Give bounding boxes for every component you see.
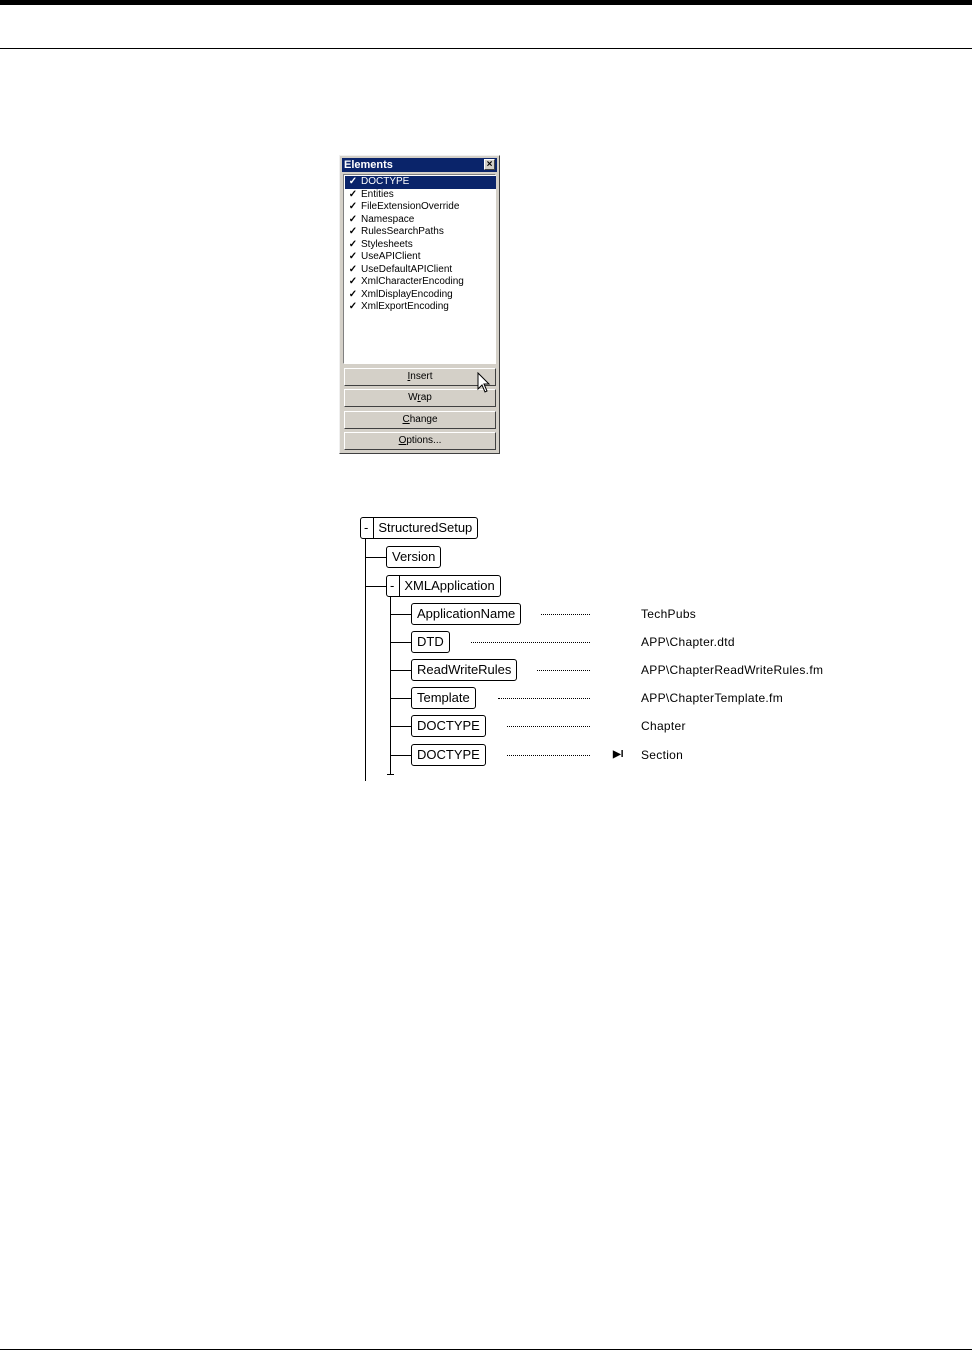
list-item-label: Entities: [361, 188, 394, 200]
list-item-label: XmlCharacterEncoding: [361, 276, 464, 287]
leader-dots: [498, 698, 590, 699]
tree-node-applicationname[interactable]: [411, 603, 521, 625]
change-button[interactable]: [344, 411, 496, 429]
options-mnemonic: O: [398, 435, 407, 446]
list-item[interactable]: [345, 301, 496, 314]
checkmark-icon: ✓: [348, 301, 358, 312]
wrap-button[interactable]: [344, 389, 496, 407]
element-list[interactable]: [343, 174, 496, 364]
insertion-point-icon: ▶I: [613, 749, 624, 760]
tree-connector: [390, 698, 412, 699]
list-item[interactable]: [345, 276, 496, 289]
checkmark-icon: ✓: [348, 188, 358, 200]
tree-connector: [365, 539, 366, 781]
tree-connector: [390, 670, 412, 671]
tree-connector: [390, 726, 412, 727]
tree-node-structuredsetup[interactable]: [360, 517, 478, 539]
list-item[interactable]: [345, 226, 496, 239]
leader-dots: [541, 614, 590, 615]
list-item[interactable]: [345, 289, 496, 302]
list-item[interactable]: [345, 251, 496, 264]
elements-palette: [339, 155, 500, 454]
checkmark-icon: ✓: [348, 276, 358, 287]
tree-node-doctype[interactable]: [411, 715, 486, 737]
palette-title-bar[interactable]: [342, 158, 497, 172]
list-item-label: Stylesheets: [361, 238, 413, 250]
header-rule-thin: [0, 48, 972, 49]
leader-dots: [507, 755, 590, 756]
tree-node-dtd[interactable]: [411, 631, 450, 653]
checkmark-icon: ✓: [348, 213, 358, 225]
list-item-label: Namespace: [361, 213, 415, 225]
options-label: ptions...: [406, 435, 442, 446]
tree-node-doctype[interactable]: [411, 744, 486, 766]
list-item-label: XmlExportEncoding: [361, 301, 449, 312]
tree-connector: [365, 557, 387, 558]
insert-button[interactable]: [344, 368, 496, 386]
options-button[interactable]: [344, 432, 496, 450]
change-label: hange: [409, 414, 438, 425]
tree-node-readwriterules[interactable]: [411, 659, 517, 681]
header-rule-thick: [0, 0, 972, 5]
insert-mnemonic: I: [407, 371, 411, 382]
checkmark-icon: ✓: [348, 238, 358, 250]
node-label: ApplicationName: [417, 606, 516, 621]
list-item[interactable]: [345, 176, 496, 189]
leader-dots: [537, 670, 590, 671]
checkmark-icon: ✓: [348, 288, 358, 300]
checkmark-icon: ✓: [348, 251, 358, 262]
checkmark-icon: ✓: [348, 201, 358, 212]
tree-node-template[interactable]: [411, 687, 476, 709]
palette-title: Elements: [344, 159, 393, 171]
collapse-toggle[interactable]: -: [390, 576, 400, 596]
list-item-label: RulesSearchPaths: [361, 226, 444, 237]
list-item[interactable]: [345, 214, 496, 227]
list-item-label: DOCTYPE: [361, 176, 410, 187]
list-item-label: UseAPIClient: [361, 251, 421, 262]
node-label: XMLApplication: [404, 578, 495, 593]
node-label: DOCTYPE: [417, 747, 480, 762]
node-value: Chapter: [641, 719, 686, 733]
close-button[interactable]: ×: [484, 159, 495, 170]
wrap-mnemonic: r: [417, 392, 421, 403]
tree-connector: [390, 755, 412, 756]
mouse-cursor-icon: [477, 372, 491, 394]
wrap-label-start: W: [408, 392, 418, 403]
node-value: Section: [641, 748, 684, 762]
node-label: DOCTYPE: [417, 718, 480, 733]
node-value: TechPubs: [641, 607, 697, 621]
node-value: APP\ChapterReadWriteRules.fm: [641, 663, 824, 677]
list-item-label: XmlDisplayEncoding: [361, 288, 453, 300]
tree-connector: [390, 597, 391, 775]
list-item[interactable]: [345, 201, 496, 214]
leader-dots: [507, 726, 590, 727]
tree-connector: [387, 774, 394, 775]
node-label: Version: [392, 549, 436, 564]
tree-connector: [390, 642, 412, 643]
change-mnemonic: C: [402, 414, 410, 425]
collapse-toggle[interactable]: -: [364, 518, 374, 538]
insert-label: nsert: [410, 371, 433, 382]
checkmark-icon: ✓: [348, 226, 358, 237]
tree-node-version[interactable]: [386, 546, 441, 568]
wrap-label-end: ap: [420, 392, 432, 403]
list-item-label: FileExtensionOverride: [361, 201, 460, 212]
leader-dots: [471, 642, 590, 643]
list-item[interactable]: [345, 189, 496, 202]
node-label: DTD: [417, 634, 444, 649]
tree-connector: [365, 586, 387, 587]
node-label: ReadWriteRules: [417, 662, 512, 677]
list-item[interactable]: [345, 239, 496, 252]
node-label: StructuredSetup: [378, 520, 473, 535]
checkmark-icon: ✓: [348, 263, 358, 275]
footer-rule: [0, 1349, 972, 1350]
node-label: Template: [417, 690, 470, 705]
list-item-label: UseDefaultAPIClient: [361, 263, 453, 275]
checkmark-icon: ✓: [348, 176, 358, 187]
node-value: APP\ChapterTemplate.fm: [641, 691, 783, 705]
list-item[interactable]: [345, 264, 496, 277]
node-value: APP\Chapter.dtd: [641, 635, 735, 649]
tree-node-xmlapplication[interactable]: [386, 575, 501, 597]
tree-connector: [390, 614, 412, 615]
